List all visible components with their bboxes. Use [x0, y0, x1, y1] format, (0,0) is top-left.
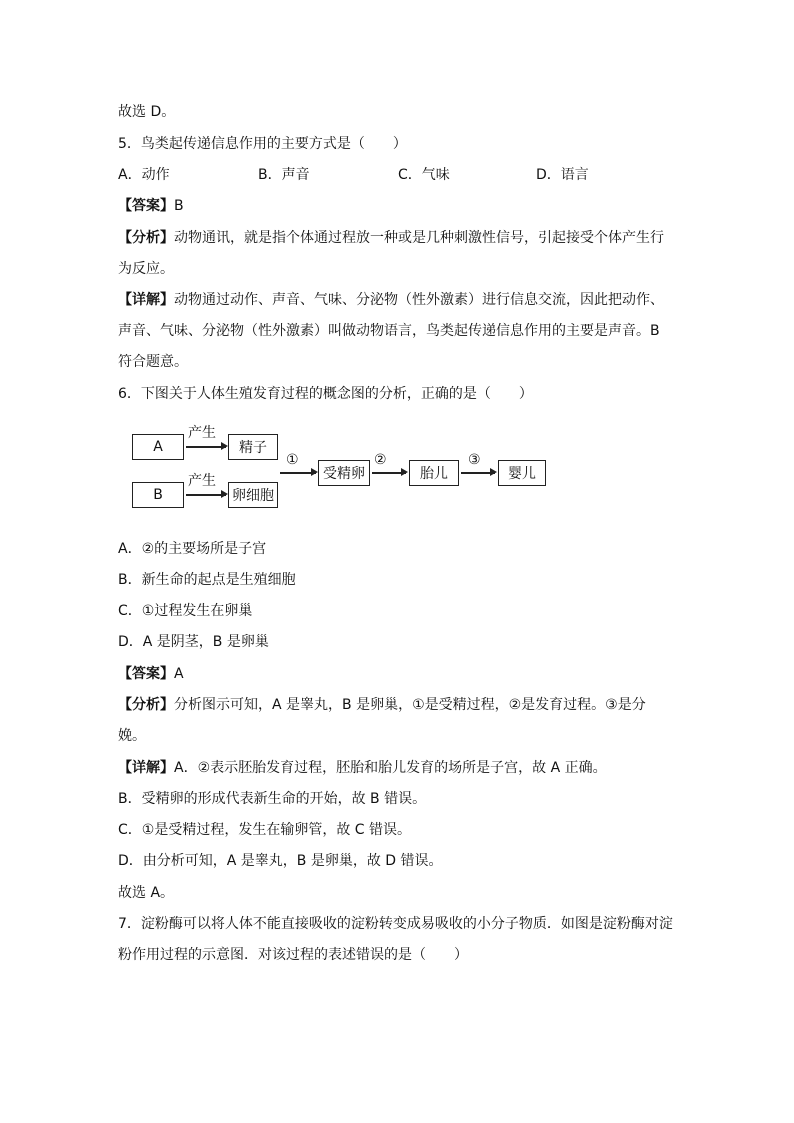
produce-label-1: 产生	[188, 425, 216, 441]
arrow-b-egg	[186, 494, 226, 496]
arrow-a-sperm	[186, 446, 226, 448]
arrow-to-fetus	[372, 472, 406, 474]
arrow-to-zygote	[280, 472, 316, 474]
question-5-options	[118, 165, 678, 185]
box-a: A	[132, 434, 184, 460]
question-5: 5．鸟类起传递信息作用的主要方式是（ ）	[118, 136, 407, 152]
answer-value: B	[174, 198, 184, 214]
arrow-to-baby	[461, 472, 495, 474]
step-1-label: ①	[286, 452, 299, 468]
analysis-text: 动物通讯，就是指个体通过程放一种或是几种刺激性信号，引起接受个体产生行	[174, 230, 664, 246]
analysis-5-cont: 为反应。	[118, 261, 174, 277]
answer-5	[118, 196, 184, 216]
answer-tag: 【答案】	[118, 666, 174, 682]
detail-6-c: C．①是受精过程，发生在输卵管，故 C 错误。	[118, 822, 412, 838]
previous-conclusion: 故选 D。	[118, 104, 176, 120]
produce-label-2: 产生	[188, 473, 216, 489]
option-d: D．语言	[536, 167, 589, 183]
step-3-label: ③	[468, 452, 481, 468]
box-egg: 卵细胞	[228, 482, 278, 508]
reproduction-concept-diagram	[130, 426, 560, 512]
detail-tag: 【详解】	[118, 292, 174, 308]
box-sperm: 精子	[228, 434, 278, 460]
option-6-b: B．新生命的起点是生殖细胞	[118, 572, 296, 588]
detail-5	[118, 290, 664, 310]
question-6: 6．下图关于人体生殖发育过程的概念图的分析，正确的是（ ）	[118, 386, 533, 402]
analysis-6	[118, 695, 646, 715]
conclusion-6: 故选 A。	[118, 885, 175, 901]
analysis-tag: 【分析】	[118, 697, 174, 713]
option-6-a: A．②的主要场所是子宫	[118, 541, 267, 557]
detail-6	[118, 758, 607, 778]
box-fetus: 胎儿	[409, 460, 459, 486]
detail-6-d: D．由分析可知，A 是睾丸，B 是卵巢，故 D 错误。	[118, 853, 443, 869]
option-c: C．气味	[398, 167, 450, 183]
option-6-d: D．A 是阴茎，B 是卵巢	[118, 634, 269, 650]
box-zygote: 受精卵	[318, 460, 370, 486]
question-7: 7．淀粉酶可以将人体不能直接吸收的淀粉转变成易吸收的小分子物质．如图是淀粉酶对淀	[118, 916, 673, 932]
answer-tag: 【答案】	[118, 198, 174, 214]
analysis-5	[118, 228, 664, 248]
option-a: A．动作	[118, 167, 170, 183]
analysis-tag: 【分析】	[118, 230, 174, 246]
detail-text: A．②表示胚胎发育过程，胚胎和胎儿发育的场所是子宫，故 A 正确。	[174, 760, 607, 776]
detail-5-cont2: 符合题意。	[118, 354, 188, 370]
box-b: B	[132, 482, 184, 508]
answer-value: A	[174, 666, 184, 682]
detail-tag: 【详解】	[118, 760, 174, 776]
box-baby: 婴儿	[498, 460, 546, 486]
detail-5-cont: 声音、气味、分泌物（性外激素）叫做动物语言，鸟类起传递信息作用的主要是声音。B	[118, 323, 660, 339]
step-2-label: ②	[374, 452, 387, 468]
detail-6-b: B．受精卵的形成代表新生命的开始，故 B 错误。	[118, 791, 427, 807]
question-7-cont: 粉作用过程的示意图．对该过程的表述错误的是（ ）	[118, 947, 468, 963]
detail-text: 动物通过动作、声音、气味、分泌物（性外激素）进行信息交流，因此把动作、	[174, 292, 664, 308]
analysis-text: 分析图示可知，A 是睾丸，B 是卵巢，①是受精过程，②是发育过程。③是分	[174, 697, 646, 713]
option-6-c: C．①过程发生在卵巢	[118, 603, 253, 619]
answer-6	[118, 664, 184, 684]
option-b: B．声音	[258, 167, 310, 183]
analysis-6-cont: 娩。	[118, 728, 146, 744]
